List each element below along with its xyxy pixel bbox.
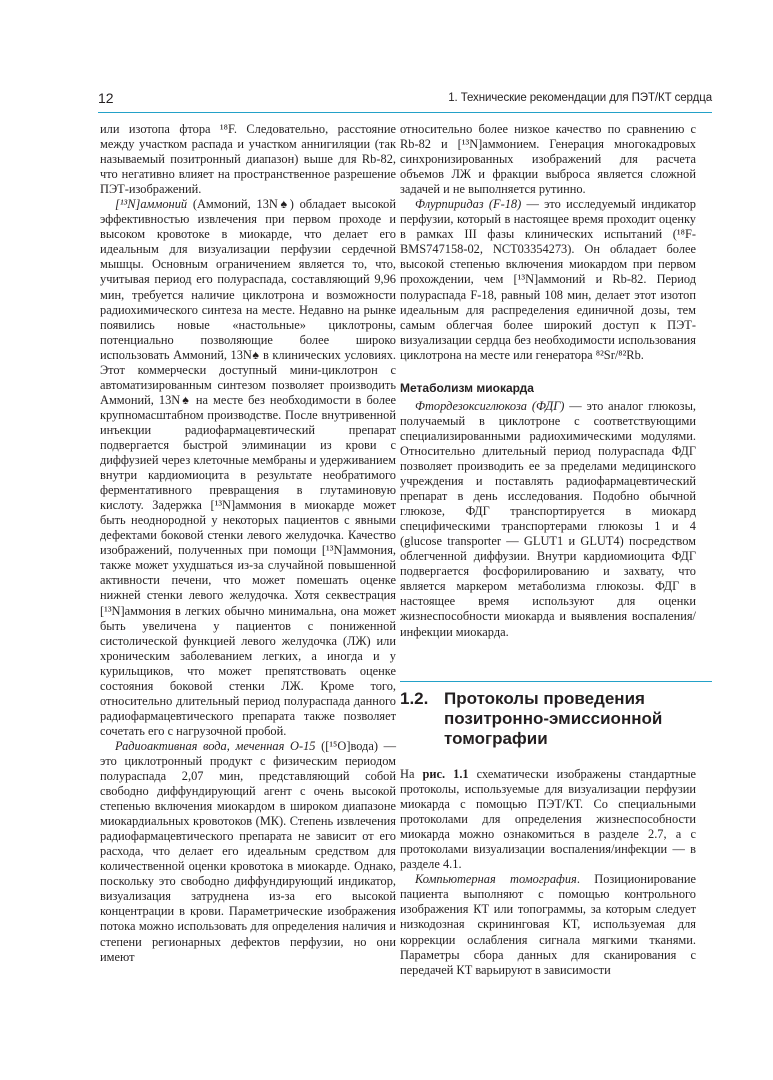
left-column bbox=[100, 122, 396, 965]
paragraph-flurpiridaz: Флурпиридаз (F-18) — это исследуемый индикатор перфузии, который в настоящее время проходит оценку в рамках III фазы клинических испытаний (¹⁸F-BMS747158-02, NCT03354273). Он обладает более высокой степенью включения миокардом при первом прохождении, чем [¹³N]аммоний и Rb-82. Период полураспада F-18, равный 108 мин, делает этот изотоп идеальным для распределения единичной дозы, тем самым облегчая более широкий доступ к ПЭТ-визуализации сердца без необходимости использования циклотрона на месте или генератора ⁸²Sr/⁸²Rb. bbox=[400, 197, 696, 362]
paragraph-fdg: Фтордезоксиглюкоза (ФДГ) — это аналог глюкозы, получаемый в циклотроне с соответствующими специализированными радиохимическими модулями. Относительно длительный период полураспада ФДГ позволяет производить ее за пределами медицинского учреждения и поставлять радиофармацевтический препарат в день исследования. Подобно обычной глюкозе, ФДГ транспортируется в миокард специфическими транспортерами глюкозы 1 и 4 (glucose transporter — GLUT1 и GLUT4) посредством облегченной диффузии. Внутри кардиомиоцита ФДГ подвергается фосфорилированию и захвату, что является маркером метаболизма глюкозы. ФДГ в настоящее время используют для оценки жизнеспособности миокарда и выявления воспаления/инфекции миокарда. bbox=[400, 398, 696, 639]
paragraph-protocols: На рис. 1.1 схематически изображены стандартные протоколы, используемые для визуализации перфузии миокарда с помощью ПЭТ/КТ. Со специальными протоколами для определения жизнеспособности миокарда можно ознакомиться в разделе 2.7, а с протоколами визуализации воспаления/инфекции — в разделе 4.1. bbox=[400, 767, 697, 872]
paragraph-ammonia: [¹³N]аммоний (Аммоний, 13N♠) обладает высокой эффективностью извлечения при первом проходе и высоком кровотоке в миокарде, что делает его идеальным для визуализации перфузии сердечной мышцы. Основным ограничением является то, что, учитывая период его полураспада, составляющий 9,96 мин, требуется наличие циклотрона и возможности радиохимического синтеза на месте. Недавно на рынке появились новые «настольные» циклотроны, потенциально позволяющие более широко использовать Аммоний, 13N♠ в клинических условиях. Этот коммерчески доступный мини-циклотрон с автоматизированным синтезом позволяет производить Аммоний, 13N♠ на месте без необходимости в более крупномасштабном производстве. После внутривенной инъекции радиофармацевтический препарат подвергается быстрой элиминации из крови с диффузией через клеточные мембраны и удерживанием внутри кардиомиоцита в результате необратимого ферментативного превращения в глутаминовую кислоту. Задержка [¹³N]аммония в миокарде может быть неоднородной у некоторых пациентов с явными дефектами боковой стенки левого желудочка. Качество изображений, полученных при помощи [¹³N]аммония, также может ухудшаться из-за случайной повышенной активности печени, что может помешать оценке нижней стенки левого желудочка. Хотя секвестрация [¹³N]аммония в легких обычно минимальна, она может быть увеличена у пациентов с пониженной систолической функцией левого желудочка (ЛЖ) или хроническим заболеванием легких, а иногда и у курильщиков, что может препятствовать оценке состояния боковой стенки ЛЖ. Кроме того, относительно длительный период полураспада данного радиофармацевтического препарата также позволяет сочетать его с нагрузочной пробой. bbox=[100, 197, 396, 738]
paragraph: или изотопа фтора ¹⁸F. Следовательно, расстояние между участком распада и участком аннигиляции (так называемый позитронный диапазон) выше для Rb-82, что негативно влияет на пространственное разрешение ПЭТ-изображений. bbox=[100, 122, 396, 197]
term-ct: Компьютерная томография bbox=[415, 872, 577, 887]
section-number: 1.2. bbox=[400, 689, 429, 708]
term-flurpiridaz: Флурпиридаз (F-18) bbox=[415, 197, 522, 212]
header-rule bbox=[98, 112, 712, 113]
page-header bbox=[98, 89, 712, 109]
paragraph-water: Радиоактивная вода, меченная О-15 ([¹⁵O]вода) — это циклотронный продукт с физическим периодом полураспада 2,07 мин, представляющий собой свободно диффундирующий агент с очень высокой степенью включения миокардом в широком диапазоне миокардиальных кровотоков (МК). Степень извлечения радиофармацевтического препарата не зависит от его расхода, что делает его идеальным средством для количественной оценки кровотока в миокарде. Однако, поскольку это свободно диффундирующий индикатор, визуализация затруднена из-за его высокой концентрации в крови. Параметрические изображения потока можно использовать для определения наличия и степени регионарных дефектов перфузии, но они имеют bbox=[100, 738, 397, 964]
term-ammonia: [¹³N]аммоний bbox=[115, 197, 188, 212]
section-body bbox=[400, 767, 696, 978]
page-number: 12 bbox=[98, 90, 114, 106]
subheading-metabolism: Метаболизм миокарда bbox=[400, 380, 534, 395]
term-fdg: Фтордезоксиглюкоза (ФДГ) bbox=[415, 398, 565, 413]
figure-reference: рис. 1.1 bbox=[422, 767, 469, 781]
right-column bbox=[400, 122, 696, 640]
section-title: Протоколы проведения позитронно-эмиссионной томографии bbox=[444, 689, 663, 748]
paragraph-ct: Компьютерная томография. Позиционирование пациента выполняют с помощью контрольного изображения КТ или топограммы, за которым следует низкодозная скрининговая КТ, используемая для коррекции ослабления сигнала мягкими тканями. Параметры сбора данных для сканирования с передачей КТ варьируют в зависимости bbox=[400, 872, 696, 977]
running-title: 1. Технические рекомендации для ПЭТ/КТ сердца bbox=[448, 92, 712, 104]
paragraph: относительно более низкое качество по сравнению с Rb-82 и [¹³N]аммонием. Генерация многокадровых синхронизированных изображений для расчета объемов ЛЖ и фракции выброса является сложной задачей и не выполняется рутинно. bbox=[400, 122, 696, 197]
term-water: Радиоактивная вода, меченная О-15 bbox=[115, 738, 316, 753]
section-rule bbox=[400, 681, 712, 682]
